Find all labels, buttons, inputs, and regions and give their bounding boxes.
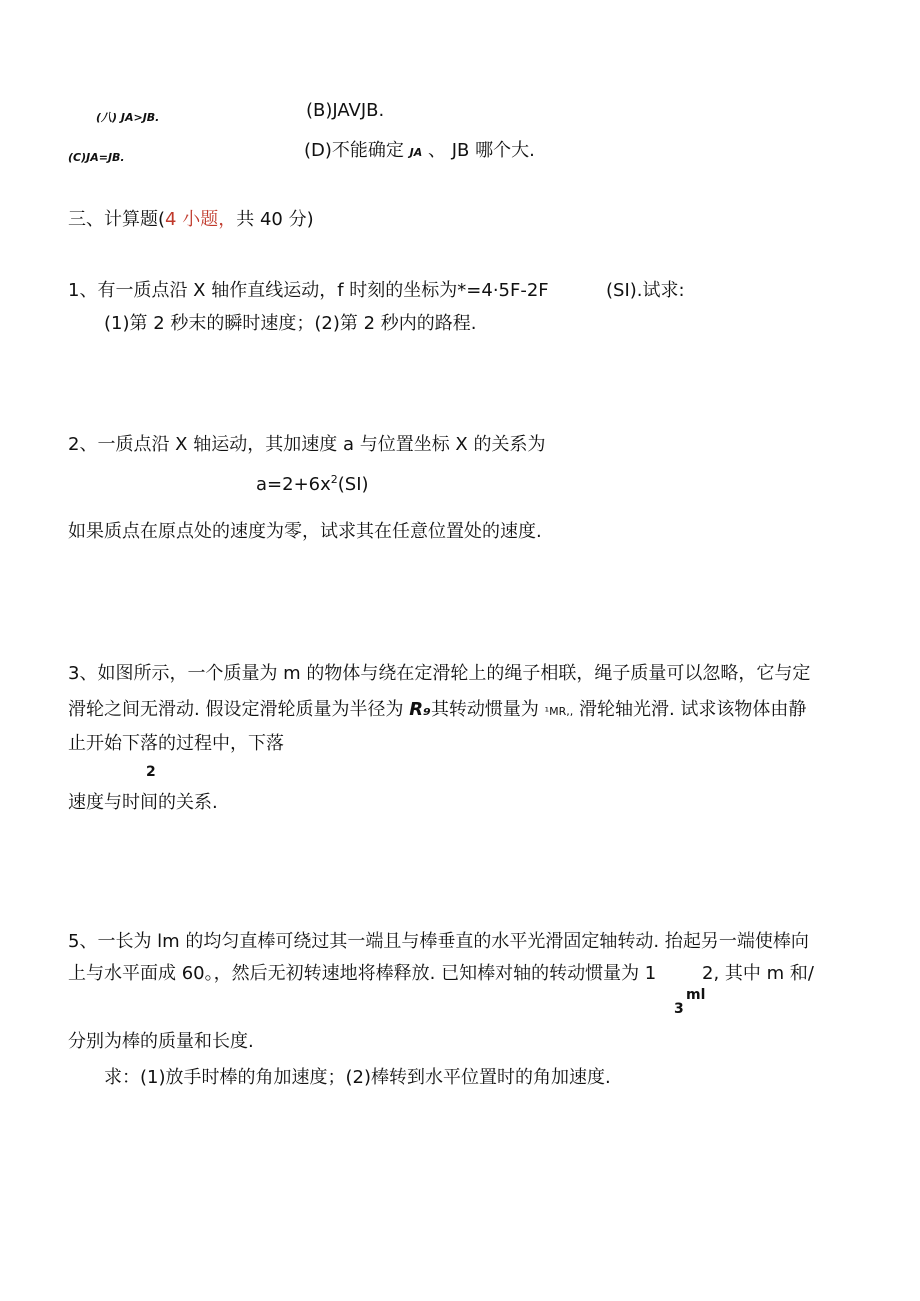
q2-formula-sup: 2: [330, 473, 338, 486]
q3-line2: [68, 698, 806, 724]
option-d-prefix: (D)不能确定: [304, 140, 404, 161]
q2-line3: 如果质点在原点处的速度为零，试求其在任意位置处的速度.: [68, 521, 542, 542]
q2-formula: [256, 473, 369, 497]
q5-line1: 5、一长为 lm 的均匀直棒可绕过其一端且与棒垂直的水平光滑固定轴转动. 抬起另一端使棒向: [68, 931, 809, 952]
q1-line2: (1)第 2 秒末的瞬时速度；(2)第 2 秒内的路程.: [104, 313, 477, 334]
q2-line1: 2、一质点沿 X 轴运动，其加速度 a 与位置坐标 X 的关系为: [68, 434, 546, 455]
q3-radius-symbol: R₉: [409, 699, 431, 720]
section-title-red: 4 小题，: [165, 209, 237, 230]
q1-line1-end: (SI).试求:: [606, 280, 685, 301]
q5-line2-b: 2, 其中 m 和/: [702, 963, 814, 984]
q3-fraction-denominator: 2: [146, 764, 156, 780]
q5-line3: 分别为棒的质量和长度.: [68, 1031, 254, 1052]
option-d-suffix: 、 JB 哪个大.: [427, 140, 535, 161]
q5-fraction-ml: ml: [686, 987, 706, 1003]
q5-line4: 求：(1)放手时棒的角加速度；(2)棒转到水平位置时的角加速度.: [104, 1067, 611, 1088]
q3-line2-mid: 其转动惯量为: [430, 699, 539, 720]
option-c: (C)JA=JB.: [68, 151, 125, 164]
q3-line1: 3、如图所示，一个质量为 m 的物体与绕在定滑轮上的绳子相联，绳子质量可以忽略，它与定: [68, 663, 811, 684]
q3-inertia-expr: ¹MR,,: [544, 705, 574, 718]
option-d-ja: JA: [409, 146, 423, 159]
q2-formula-pre: a=2+6x: [256, 474, 331, 495]
q2-formula-post: (SI): [337, 474, 369, 495]
q1-line1: 1、有一质点沿 X 轴作直线运动，f 时刻的坐标为*=4·5F-2F: [68, 280, 549, 301]
section-title-post: 共 40 分): [236, 209, 314, 230]
option-a: (八) JA>JB.: [96, 111, 160, 124]
section-title: [68, 208, 314, 232]
option-d: [304, 139, 535, 165]
q3-line4: 速度与时间的关系.: [68, 792, 218, 813]
option-b: (B)JAVJB.: [306, 100, 385, 121]
q3-line2-post: 滑轮轴光滑. 试求该物体由静: [578, 699, 807, 720]
q3-line3: 止开始下落的过程中，下落: [68, 733, 284, 754]
section-title-pre: 三、计算题(: [68, 209, 166, 230]
q5-fraction-3: 3: [674, 1001, 684, 1017]
q5-line2: 上与水平面成 60。，然后无初转速地将棒释放. 已知棒对轴的转动惯量为 1: [68, 963, 657, 984]
q3-line2-pre: 滑轮之间无滑动. 假设定滑轮质量为半径为: [68, 699, 404, 720]
